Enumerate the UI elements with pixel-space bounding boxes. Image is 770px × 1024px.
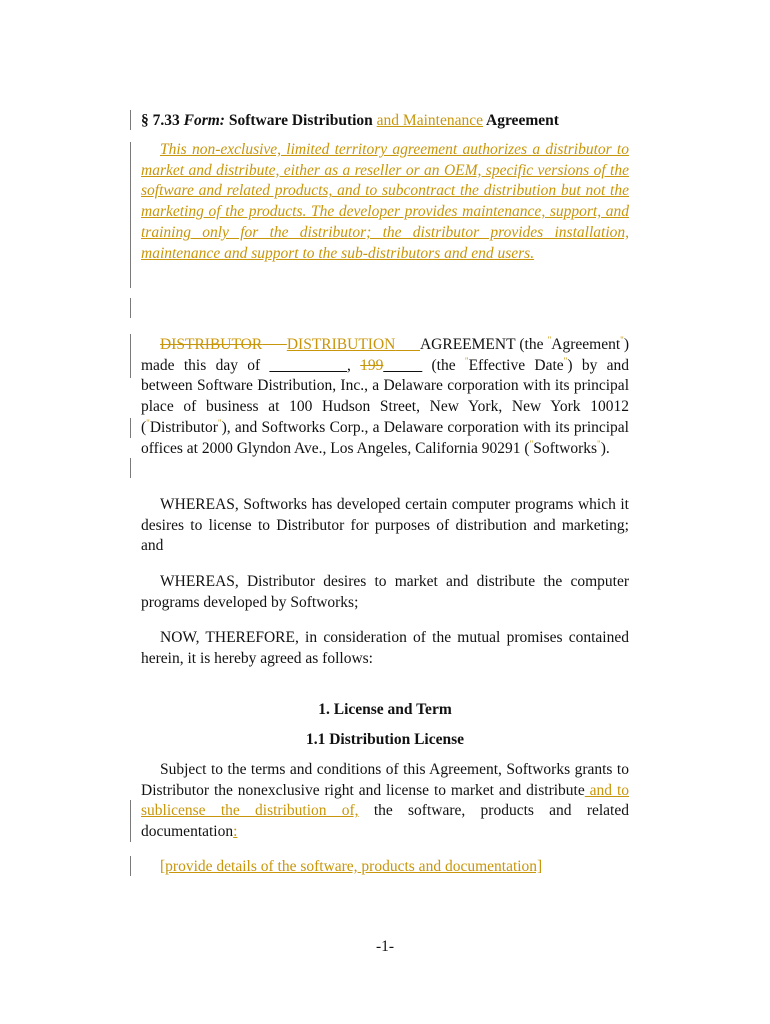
whereas-paragraph-1: WHEREAS, Softworks has developed certain computer programs which it desires to license to Distributor for purposes of distribution and marketing; and xyxy=(141,496,629,555)
inserted-text: and to sublicense the distribution of, xyxy=(141,781,630,820)
agreement-term: Agreement xyxy=(551,336,621,353)
change-bar xyxy=(130,298,131,318)
page-number: -1- xyxy=(375,938,395,955)
title-text-end: Agreement xyxy=(486,112,559,129)
effective-date-term: Effective Date xyxy=(468,356,564,374)
now-therefore-paragraph: NOW, THEREFORE, in consideration of the mutual promises contained herein, it is hereby agreed as follows: xyxy=(141,629,629,667)
day-blank: __________ xyxy=(269,356,347,374)
form-heading xyxy=(141,112,559,130)
change-bar xyxy=(130,856,131,876)
preamble-paragraph: DISTRIBUTOR DISTRIBUTION AGREEMENT (the "Agreement") made this day of __________, 199_____ (the "Effective Date") by and between Software Distribution, Inc., a Delaware corporation with its principal place of business at 100 Hudson Street, New York, New York 10012 ("Distributor"), and Softworks Corp., a Delaware corporation with its principal offices at 2000 Glyndon Ave., Los Angeles, California 90291 ("Softworks"). xyxy=(141,334,630,457)
intro-note: This non-exclusive, limited territory agreement authorizes a distributor to market and distribute, either as a reseller or an OEM, specific versions of the software and related products, and to subcontract the distribution but not the marketing of the products. The developer provides maintenance, support, and training only for the distributor; the distributor provides installation, maintenance and support to the sub-distributors and end users. xyxy=(141,141,629,262)
title-text: Software Distribution xyxy=(228,112,373,129)
form-label: Form: xyxy=(183,112,225,129)
softworks-term: Softworks xyxy=(533,439,598,457)
license-paragraph: Subject to the terms and conditions of this Agreement, Softworks grants to Distributor the nonexclusive right and license to market and distribute and to sublicense the distribution of, the software, products and related documentation: xyxy=(141,761,630,841)
distributor-term: Distributor xyxy=(149,418,218,436)
placeholder-paragraph xyxy=(141,857,629,878)
change-bar xyxy=(130,110,131,130)
placeholder-text: [provide details of the software, products and documentation] xyxy=(160,858,543,875)
change-bar xyxy=(130,142,131,288)
change-bar xyxy=(130,800,131,842)
inserted-text: DISTRIBUTION xyxy=(286,336,396,353)
section-number: § 7.33 xyxy=(141,112,180,129)
section-heading: 1. License and Term xyxy=(318,701,452,718)
title-insertion: and Maintenance xyxy=(376,112,483,129)
change-bar xyxy=(130,334,131,378)
change-bar xyxy=(130,458,131,478)
inserted-text: : xyxy=(233,823,238,841)
year-blank: _____ xyxy=(383,356,423,374)
deleted-year: 199 xyxy=(360,356,384,374)
change-bar xyxy=(130,418,131,438)
whereas-paragraph-2: WHEREAS, Distributor desires to market and distribute the computer programs developed by Softworks; xyxy=(141,573,629,611)
deleted-text: DISTRIBUTOR xyxy=(160,336,263,353)
subsection-heading: 1.1 Distribution License xyxy=(305,731,465,748)
